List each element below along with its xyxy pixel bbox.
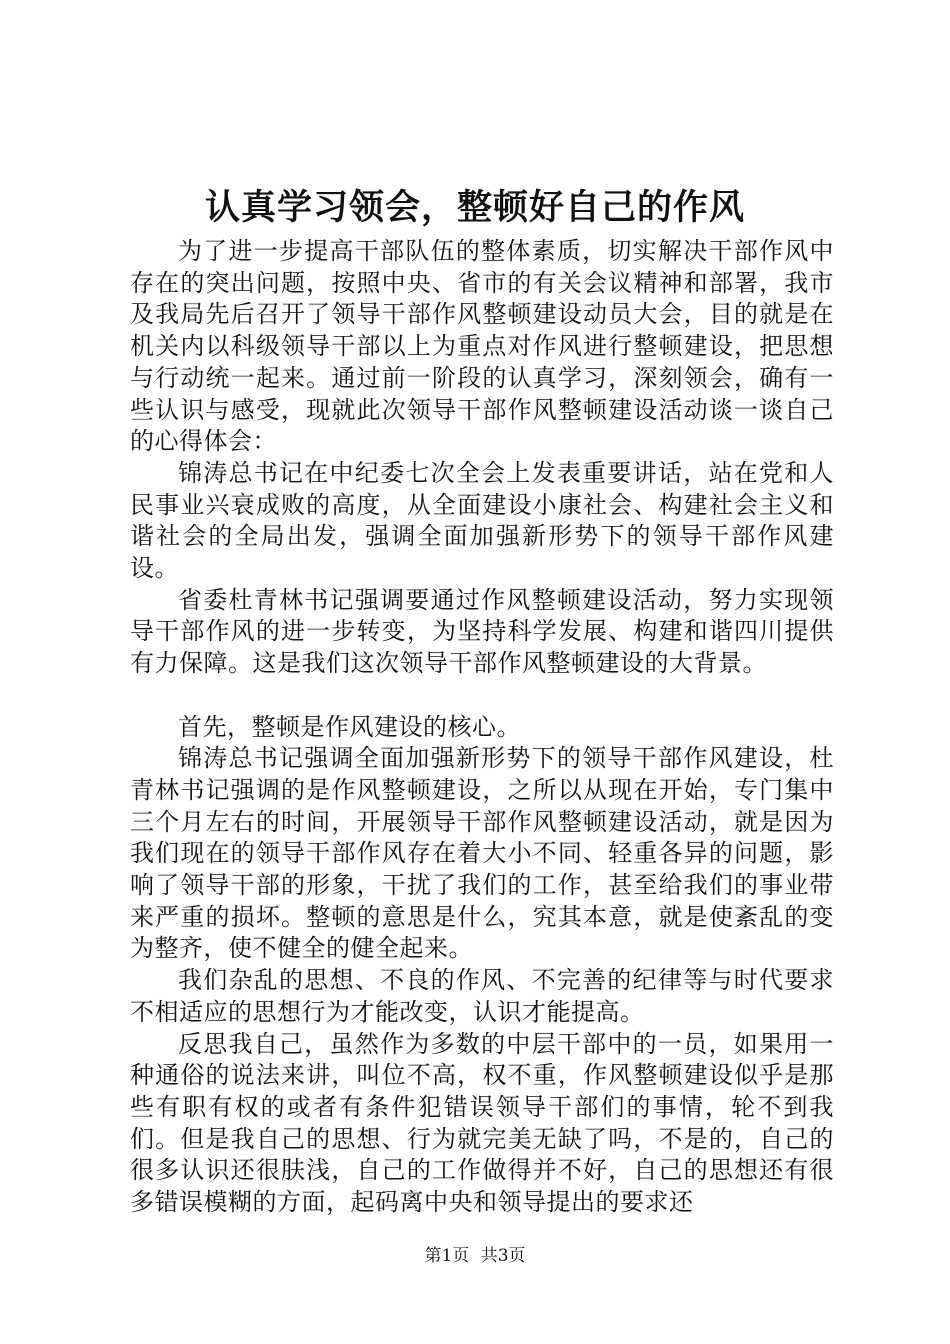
paragraph-gap	[130, 680, 834, 712]
paragraph: 锦涛总书记强调全面加强新形势下的领导干部作风建设，杜青林书记强调的是作风整顿建设，之所以从现在开始，专门集中三个月左右的时间，开展领导干部作风整顿建设活动，就是因为我们现在的领导干部作风存在着大小不同、轻重各异的问题，影响了领导干部的形象，干扰了我们的工作，甚至给我们的事业带来严重的损坏。整顿的意思是什么，究其本意，就是使紊乱的变为整齐，使不健全的健全起来。	[130, 744, 834, 963]
page-number: 第1页	[424, 1246, 470, 1266]
page-footer	[0, 1244, 950, 1268]
page-total: 共3页	[480, 1246, 526, 1266]
document-body	[130, 236, 834, 1219]
paragraph: 首先，整顿是作风建设的核心。	[178, 712, 521, 741]
paragraph: 为了进一步提高干部队伍的整体素质，切实解决干部作风中存在的突出问题，按照中央、省市的有关会议精神和部署，我市及我局先后召开了领导干部作风整顿建设动员大会，目的就是在机关内以科级领导干部以上为重点对作风进行整顿建设，把思想与行动统一起来。通过前一阶段的认真学习，深刻领会，确有一些认识与感受，现就此次领导干部作风整顿建设活动谈一谈自己的心得体会：	[130, 237, 834, 456]
paragraph: 反思我自己，虽然作为多数的中层干部中的一员，如果用一种通俗的说法来讲，叫位不高，权不重，作风整顿建设似乎是那些有职有权的或者有条件犯错误领导干部们的事情，轮不到我们。但是我自己的思想、行为就完美无缺了吗，不是的，自己的很多认识还很肤浅，自己的工作做得并不好，自己的思想还有很多错误模糊的方面，起码离中央和领导提出的要求还	[130, 1029, 834, 1217]
paragraph: 我们杂乱的思想、不良的作风、不完善的纪律等与时代要求不相适应的思想行为才能改变，认识才能提高。	[130, 966, 834, 1026]
paragraph: 省委杜青林书记强调要通过作风整顿建设活动，努力实现领导干部作风的进一步转变，为坚持科学发展、构建和谐四川提供有力保障。这是我们这次领导干部作风整顿建设的大背景。	[130, 585, 834, 678]
document-title: 认真学习领会，整顿好自己的作风	[204, 187, 745, 228]
paragraph: 锦涛总书记在中纪委七次全会上发表重要讲话，站在党和人民事业兴衰成败的高度，从全面建设小康社会、构建社会主义和谐社会的全局出发，强调全面加强新形势下的领导干部作风建设。	[130, 458, 834, 583]
